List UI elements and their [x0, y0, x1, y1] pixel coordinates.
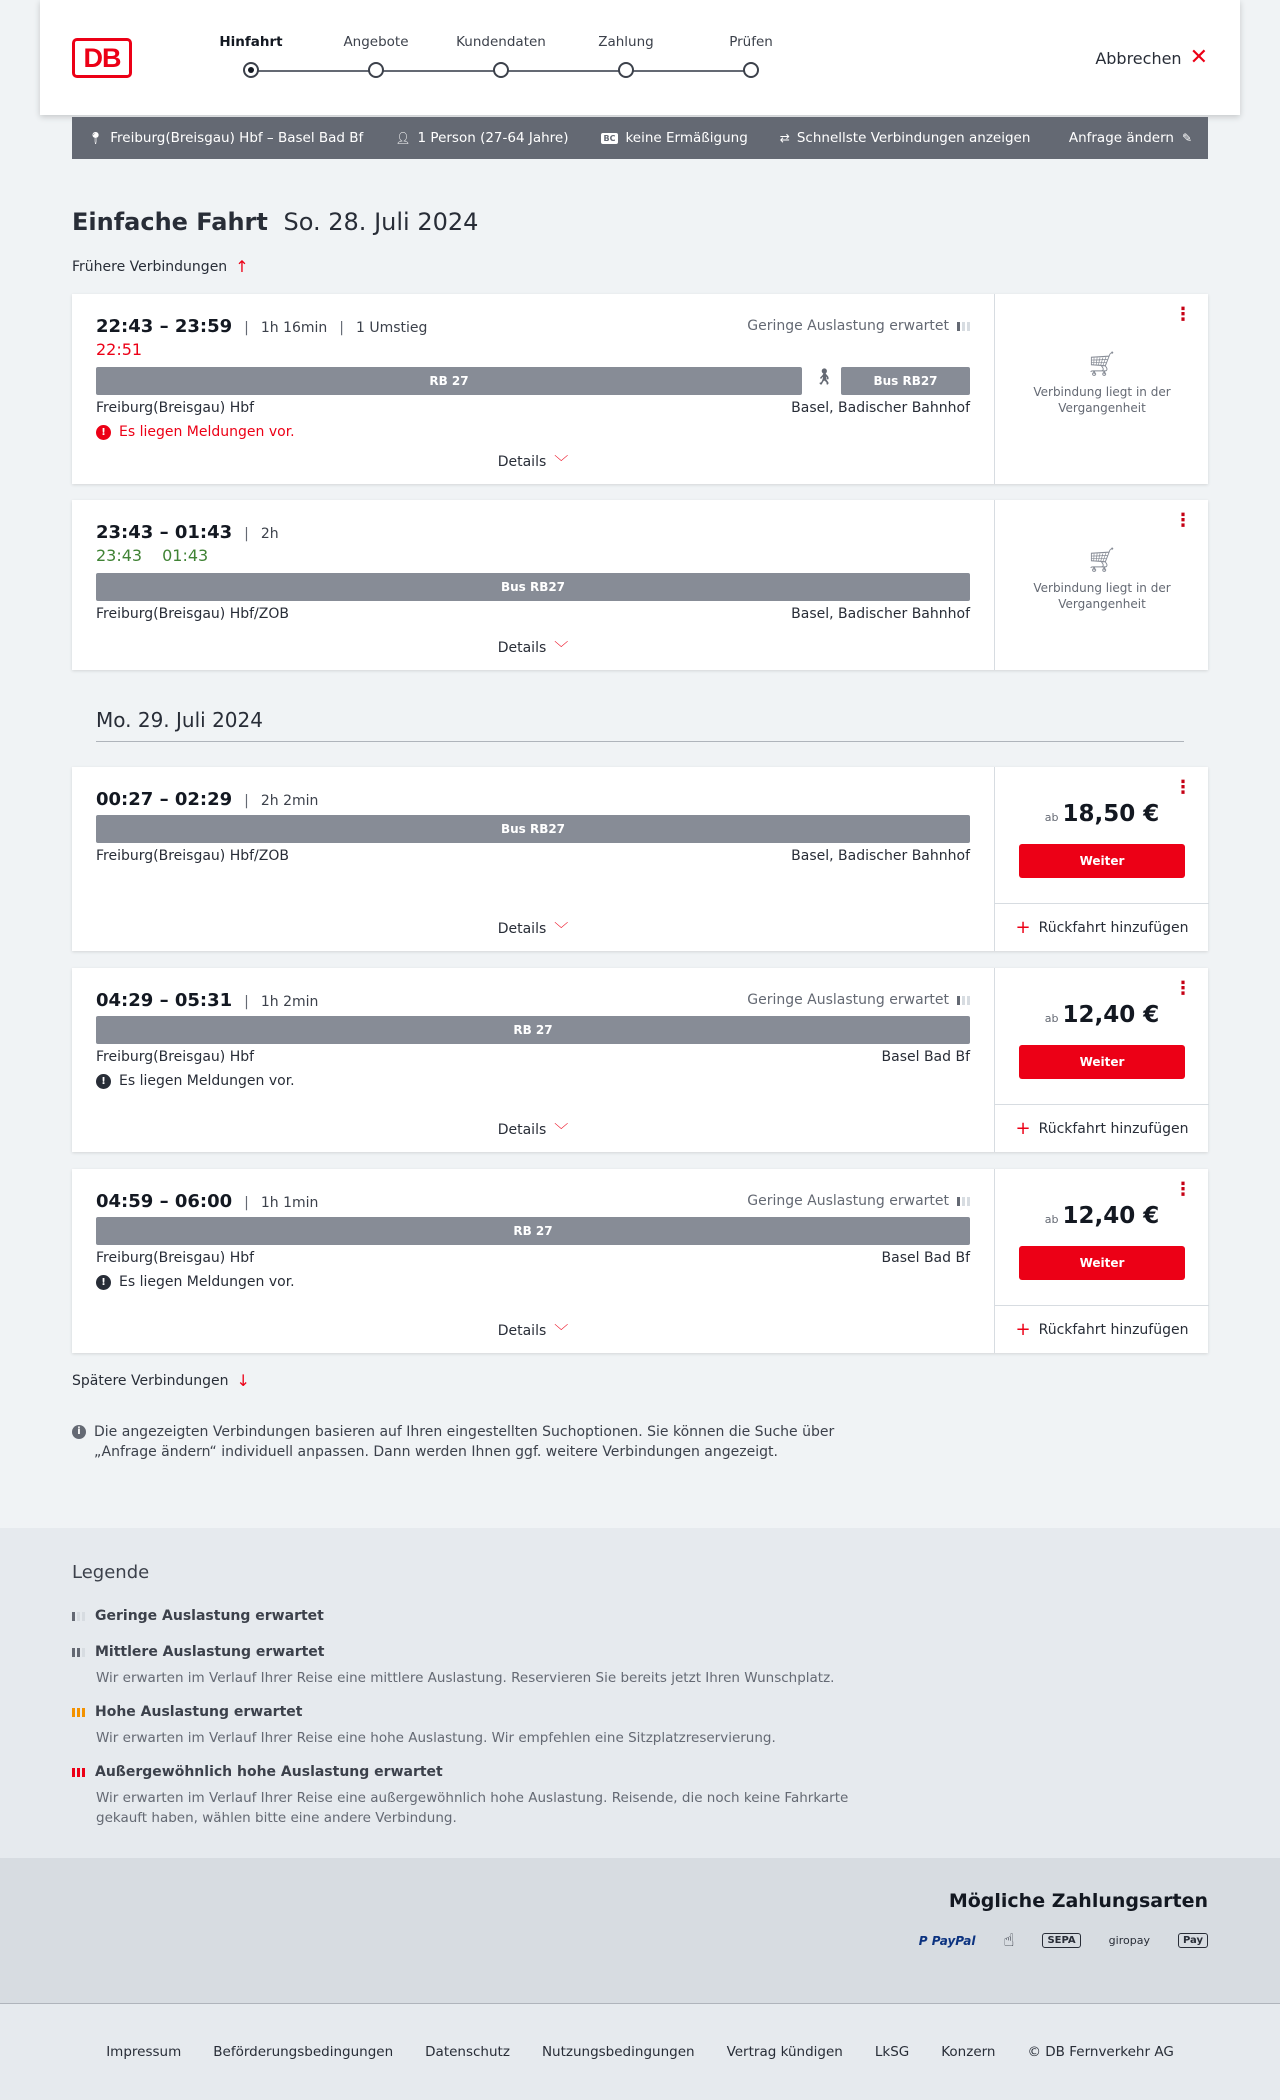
page-header [40, 0, 1240, 115]
connection-main [72, 767, 994, 951]
disruption-text: Es liegen Meldungen vor. [119, 424, 295, 440]
change-request-label: Anfrage ändern [1068, 130, 1174, 146]
payment-icons [919, 1930, 1208, 1951]
arrow-down-icon: ↓ [236, 1371, 250, 1390]
details-label: Details [497, 1122, 547, 1138]
alert-icon: ! [96, 1275, 111, 1290]
origin-station: Freiburg(Breisgau) Hbf [96, 1049, 255, 1065]
step-dot [743, 62, 759, 78]
booking-stepper [210, 34, 773, 84]
details-label: Details [497, 921, 547, 937]
step-dot [243, 62, 259, 78]
destination-station: Basel, Badischer Bahnhof [791, 848, 970, 864]
offer-panel [994, 1169, 1208, 1353]
origin-station: Freiburg(Breisgau) Hbf [96, 400, 255, 416]
step-label: Kundendaten [456, 34, 546, 50]
date-divider [96, 741, 1184, 742]
details-label: Details [497, 454, 547, 470]
chevron-down-icon: ﹀ [554, 455, 569, 471]
plus-icon: + [1015, 917, 1031, 938]
price [995, 1203, 1209, 1229]
footer-link-vertrag-kuendigen[interactable]: Vertrag kündigen [726, 2044, 843, 2060]
payment-title: Mögliche Zahlungsarten [948, 1890, 1208, 1912]
separator: | [244, 526, 249, 542]
separator: | [244, 320, 249, 336]
legend-item-exceptional [72, 1764, 872, 1828]
earlier-label: Frühere Verbindungen [72, 258, 228, 275]
chevron-down-icon: ﹀ [554, 1123, 569, 1139]
occupancy-info [747, 1193, 970, 1209]
date-separator: Mo. 29. Juli 2024 [96, 708, 263, 732]
origin-station: Freiburg(Breisgau) Hbf [96, 1250, 255, 1266]
continue-button[interactable]: Weiter [1019, 844, 1185, 878]
connection-duration: 2h [260, 526, 279, 542]
more-options-icon[interactable]: ⋮ [1174, 510, 1192, 531]
trip-date: So. 28. Juli 2024 [283, 208, 479, 236]
more-options-icon[interactable]: ⋮ [1174, 978, 1192, 999]
later-label: Spätere Verbindungen [72, 1372, 229, 1389]
footer-copyright: © DB Fernverkehr AG [1027, 2044, 1174, 2060]
connection-main [72, 968, 994, 1152]
sepa-icon: SEPA [1042, 1933, 1080, 1948]
step-dot [368, 62, 384, 78]
step-kundendaten [446, 34, 556, 78]
segment-bar[interactable]: RB 27 [96, 367, 802, 395]
step-dot [618, 62, 634, 78]
separator: | [339, 320, 345, 336]
connection-duration: 1h 16min [260, 320, 328, 336]
legend-section [0, 1528, 1280, 1858]
connection-time: 04:29 – 05:31 [96, 990, 233, 1011]
past-connection-notice [995, 350, 1209, 416]
connection-times [96, 522, 279, 543]
legend-item-title: Mittlere Auslastung erwartet [95, 1644, 325, 1660]
info-text: Die angezeigten Verbindungen basieren auf Ihren eingestellten Suchoptionen. Sie können die Suche über „Anfrage ändern“ individuell anpassen. Dann werden Ihnen ggf. weitere Verbindungen angezeigt. [94, 1424, 835, 1460]
footer-link-datenschutz[interactable]: Datenschutz [425, 2044, 510, 2060]
earlier-connections-link[interactable] [72, 257, 249, 276]
footer-link-impressum[interactable]: Impressum [106, 2044, 182, 2060]
continue-button[interactable]: Weiter [1019, 1045, 1185, 1079]
more-options-icon[interactable]: ⋮ [1174, 304, 1192, 325]
destination-station: Basel, Badischer Bahnhof [791, 606, 970, 622]
step-label: Prüfen [729, 34, 773, 50]
occupancy-low-icon [957, 996, 970, 1005]
destination-station: Basel Bad Bf [881, 1049, 970, 1065]
footer-link-befoerderungsbedingungen[interactable]: Beförderungsbedingungen [213, 2044, 394, 2060]
offer-panel [994, 968, 1208, 1152]
discount-summary[interactable] [601, 130, 748, 146]
connection-times [96, 316, 427, 337]
fastest-text: Schnellste Verbindungen anzeigen [796, 130, 1031, 146]
connection-time: 00:27 – 02:29 [96, 789, 233, 810]
separator: | [244, 1195, 249, 1211]
connection-main [72, 500, 994, 670]
step-hinfahrt[interactable] [196, 34, 306, 78]
walking-icon: 🚶︎ [814, 367, 835, 386]
legend-item-high [72, 1704, 872, 1748]
realtime-departure: 22:51 [96, 340, 143, 359]
add-return-button[interactable] [995, 1104, 1209, 1152]
origin-station: Freiburg(Breisgau) Hbf/ZOB [96, 606, 289, 622]
fastest-toggle[interactable] [780, 130, 1031, 146]
info-icon: i [72, 1425, 86, 1439]
legend-item-desc: Wir erwarten im Verlauf Ihrer Reise eine außergewöhnlich hohe Auslastung. Reisende, die noch keine Fahrkarte gekauft haben, wählen bitte eine andere Verbindung. [96, 1790, 849, 1826]
pencil-icon: ✎ [1181, 131, 1192, 145]
price [995, 801, 1209, 827]
legend-item-desc: Wir erwarten im Verlauf Ihrer Reise eine hohe Auslastung. Wir empfehlen eine Sitzplatzreservierung. [96, 1730, 776, 1746]
legend-item-title: Außergewöhnlich hohe Auslastung erwartet [95, 1764, 443, 1780]
cancel-button[interactable] [1095, 47, 1208, 69]
chevron-down-icon: ﹀ [554, 922, 569, 938]
step-label: Zahlung [598, 34, 654, 50]
segment-bar[interactable]: Bus RB27 [96, 573, 970, 601]
legend-item-desc: Wir erwarten im Verlauf Ihrer Reise eine mittlere Auslastung. Reservieren Sie bereits jetzt Ihren Wunschplatz. [96, 1670, 835, 1686]
connection-times [96, 990, 318, 1011]
details-toggle[interactable] [72, 638, 994, 658]
disruption-message [96, 1274, 295, 1290]
occupancy-low-icon [957, 322, 970, 331]
discount-text: keine Ermäßigung [625, 130, 748, 146]
past-connection-notice [995, 546, 1209, 612]
details-toggle[interactable] [72, 919, 994, 939]
person-icon: 👤︎ [395, 131, 411, 145]
connection-duration: 2h 2min [260, 793, 319, 809]
page-footer [0, 2003, 1280, 2100]
connection-card[interactable] [72, 500, 1208, 670]
segment-bar[interactable]: RB 27 [96, 1217, 970, 1245]
apple-pay-icon: Pay [1178, 1933, 1208, 1948]
db-logo[interactable]: DB [72, 38, 132, 78]
connection-time: 04:59 – 06:00 [96, 1191, 233, 1212]
step-angebote [321, 34, 431, 78]
chevron-down-icon: ﹀ [554, 1324, 569, 1340]
occupancy-low-icon [72, 1612, 85, 1621]
realtime-departure: 23:43 [96, 546, 143, 565]
connection-main [72, 1169, 994, 1353]
connection-times [96, 1191, 318, 1212]
step-pruefen [696, 34, 806, 78]
details-label: Details [497, 1323, 547, 1339]
price-prefix: ab [1044, 1012, 1059, 1025]
search-info-note [72, 1422, 872, 1462]
step-label: Hinfahrt [219, 34, 283, 50]
occupancy-text: Geringe Auslastung erwartet [747, 1193, 949, 1209]
details-toggle[interactable] [72, 1321, 994, 1341]
details-label: Details [497, 640, 547, 656]
occupancy-info [747, 318, 970, 334]
offer-panel [994, 294, 1208, 484]
connection-time: 23:43 – 01:43 [96, 522, 233, 543]
past-text: Verbindung liegt in der Vergangenheit [1033, 581, 1171, 611]
segment-bar[interactable]: Bus RB27 [96, 815, 970, 843]
occupancy-medium-icon [72, 1648, 85, 1657]
offer-panel [994, 767, 1208, 951]
cancel-label: Abbrechen [1095, 48, 1182, 68]
price-value: 12,40 € [1062, 1203, 1160, 1229]
offer-panel [994, 500, 1208, 670]
cart-disabled-icon: 🛒︎ [1086, 350, 1118, 378]
origin-station: Freiburg(Breisgau) Hbf/ZOB [96, 848, 289, 864]
more-options-icon[interactable]: ⋮ [1174, 1179, 1192, 1200]
details-toggle[interactable] [72, 1120, 994, 1140]
occupancy-low-icon [957, 1197, 970, 1206]
segment-bar[interactable]: Bus RB27 [841, 367, 970, 395]
bahncard-icon: BC [601, 133, 619, 144]
legend-item-title: Hohe Auslastung erwartet [95, 1704, 303, 1720]
connection-card[interactable] [72, 1169, 1208, 1353]
occupancy-text: Geringe Auslastung erwartet [747, 992, 949, 1008]
cart-disabled-icon: 🛒︎ [1086, 546, 1118, 574]
separator: | [244, 793, 249, 809]
connection-card[interactable] [72, 767, 1208, 951]
search-summary-bar [72, 117, 1208, 159]
footer-link-nutzungsbedingungen[interactable]: Nutzungsbedingungen [541, 2044, 695, 2060]
price-prefix: ab [1044, 1213, 1059, 1226]
paypal-icon: P PayPal [918, 1933, 976, 1948]
route-summary[interactable] [88, 130, 363, 146]
price-prefix: ab [1044, 811, 1059, 824]
trip-type: Einfache Fahrt [72, 208, 268, 236]
add-return-label: Rückfahrt hinzufügen [1038, 1120, 1189, 1137]
card-icon: ☝︎ [1003, 1930, 1015, 1951]
route-text: Freiburg(Breisgau) Hbf – Basel Bad Bf [110, 130, 364, 146]
connection-transfers: 1 Umstieg [356, 320, 428, 336]
persons-summary[interactable] [395, 130, 568, 146]
add-return-label: Rückfahrt hinzufügen [1038, 1321, 1189, 1338]
legend-item-low [72, 1608, 872, 1624]
price-value: 18,50 € [1062, 801, 1160, 827]
close-icon: ✕ [1189, 45, 1208, 70]
chevron-down-icon: ﹀ [554, 641, 569, 657]
step-dot [493, 62, 509, 78]
details-toggle[interactable] [72, 452, 994, 472]
occupancy-text: Geringe Auslastung erwartet [747, 318, 949, 334]
giropay-icon: giropay [1108, 1934, 1150, 1947]
payment-methods-section [0, 1858, 1280, 2003]
legend-item-title: Geringe Auslastung erwartet [95, 1608, 324, 1624]
connection-times [96, 789, 318, 810]
later-connections-link[interactable] [72, 1371, 250, 1390]
page-title [72, 208, 478, 236]
price [995, 1002, 1209, 1028]
disruption-message [96, 424, 295, 440]
connection-duration: 1h 2min [260, 994, 319, 1010]
more-options-icon[interactable]: ⋮ [1174, 777, 1192, 798]
connection-card[interactable] [72, 968, 1208, 1152]
disruption-text: Es liegen Meldungen vor. [119, 1073, 295, 1089]
plus-icon: + [1015, 1118, 1031, 1139]
past-text: Verbindung liegt in der Vergangenheit [1033, 385, 1171, 415]
legend-title: Legende [72, 1562, 150, 1583]
location-pin-icon: 📍︎ [88, 131, 104, 145]
step-zahlung [571, 34, 681, 78]
footer-link-lksg[interactable]: LkSG [874, 2044, 910, 2060]
disruption-message [96, 1073, 295, 1089]
change-request-button[interactable] [1069, 130, 1192, 146]
swap-arrows-icon: ⇄ [779, 131, 790, 145]
price-value: 12,40 € [1062, 1002, 1160, 1028]
destination-station: Basel Bad Bf [881, 1250, 970, 1266]
connection-main [72, 294, 994, 484]
occupancy-exceptional-icon [72, 1768, 85, 1777]
alert-icon: ! [96, 1074, 111, 1089]
separator: | [244, 994, 249, 1010]
destination-station: Basel, Badischer Bahnhof [791, 400, 970, 416]
realtime-arrival: 01:43 [162, 546, 209, 565]
alert-icon: ! [96, 425, 111, 440]
connection-time: 22:43 – 23:59 [96, 316, 233, 337]
connection-duration: 1h 1min [260, 1195, 319, 1211]
plus-icon: + [1015, 1319, 1031, 1340]
disruption-text: Es liegen Meldungen vor. [119, 1274, 295, 1290]
add-return-label: Rückfahrt hinzufügen [1038, 919, 1189, 936]
footer-link-konzern[interactable]: Konzern [941, 2044, 996, 2060]
occupancy-high-icon [72, 1708, 85, 1717]
realtime-info [96, 546, 208, 565]
continue-button[interactable]: Weiter [1019, 1246, 1185, 1280]
legend-item-medium [72, 1644, 872, 1688]
realtime-info [96, 340, 142, 359]
occupancy-info [747, 992, 970, 1008]
add-return-button[interactable] [995, 903, 1209, 951]
arrow-up-icon: ↑ [235, 257, 249, 276]
segment-bar[interactable]: RB 27 [96, 1016, 970, 1044]
connection-card[interactable] [72, 294, 1208, 484]
step-label: Angebote [343, 34, 409, 50]
persons-text: 1 Person (27-64 Jahre) [417, 130, 569, 146]
add-return-button[interactable] [995, 1305, 1209, 1353]
